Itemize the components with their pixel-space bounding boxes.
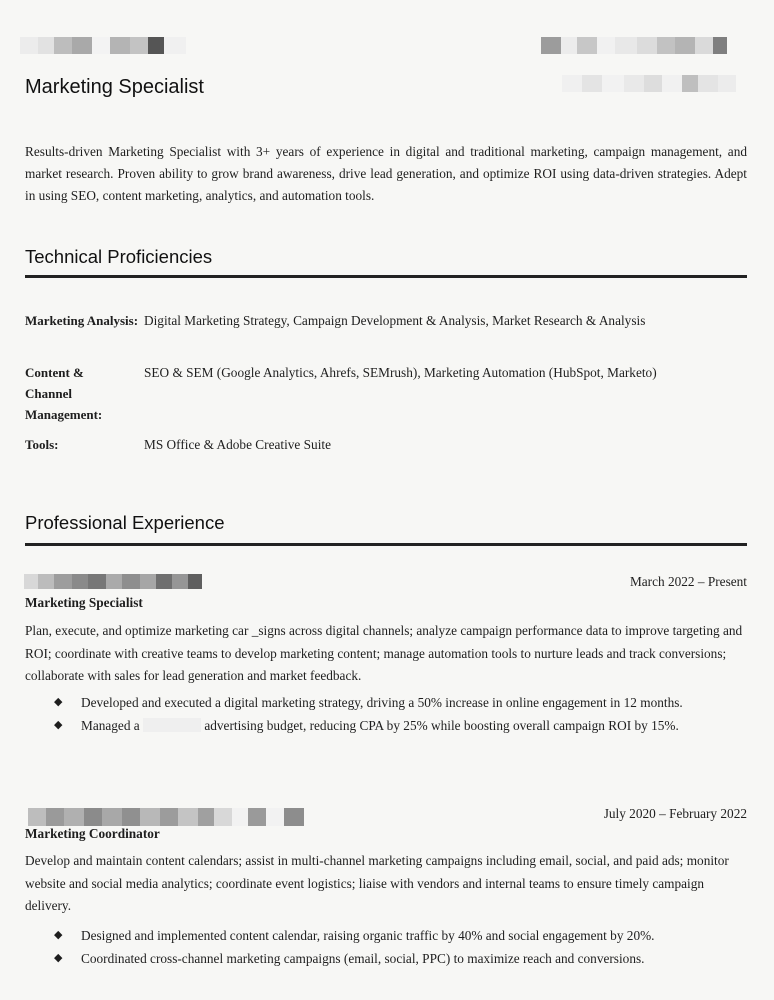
achievement-item — [50, 715, 735, 737]
redacted-contact-block — [541, 37, 727, 54]
bullet-diamond-icon: ◆ — [54, 718, 63, 731]
bullet-diamond-icon: ◆ — [54, 951, 63, 964]
section-divider — [25, 275, 747, 278]
redacted-location-block — [562, 75, 736, 92]
skill-label-marketing-analysis: Marketing Analysis: — [25, 313, 139, 328]
job-achievements-list — [50, 925, 735, 970]
skill-label-content-channel: Content & Channel Management: — [25, 365, 103, 422]
headline-title: Marketing Specialist — [25, 76, 204, 98]
job-description: Plan, execute, and optimize marketing car _signs across digital channels; analyze campaign performance data to improve targeting and ROI; coordinate with creative teams to develop marketing content; manage automation tools to nurture leads and track conversions; collaborate with sales for lead generation and market feedback. — [25, 623, 743, 683]
achievement-text-before: Managed a — [81, 717, 140, 733]
bullet-diamond-icon: ◆ — [54, 696, 63, 708]
achievement-item — [50, 948, 735, 970]
redacted-budget-amount — [143, 718, 201, 732]
job-achievements-list — [50, 692, 735, 737]
skill-label-tools: Tools: — [25, 437, 59, 452]
skill-value-marketing-analysis: Digital Marketing Strategy, Campaign Development & Analysis, Market Research & Analysis — [144, 313, 646, 328]
section-divider — [25, 543, 747, 546]
achievement-text: Developed and executed a digital marketing strategy, driving a 50% increase in online engagement in 12 months. — [81, 695, 683, 710]
achievement-text-after: advertising budget, reducing CPA by 25% while boosting overall campaign ROI by 15%. — [204, 717, 679, 733]
redacted-name-block — [20, 37, 186, 54]
redacted-company-block — [28, 808, 304, 826]
redacted-company-block — [24, 574, 202, 589]
job-role-title: Marketing Specialist — [25, 595, 143, 610]
job-description: Develop and maintain content calendars; assist in multi-channel marketing campaigns including email, social, and paid ads; monitor website and social media analytics; coordinate event logistics; liaise with vendors and internal teams to ensure timely campaign delivery. — [25, 853, 729, 913]
achievement-text: Designed and implemented content calendar, raising organic traffic by 40% and social engagement by 20%. — [81, 928, 655, 943]
section-heading-technical: Technical Proficiencies — [25, 246, 213, 267]
achievement-item — [50, 925, 735, 947]
achievement-text: Coordinated cross-channel marketing campaigns (email, social, PPC) to maximize reach and conversions. — [81, 950, 645, 966]
job-dates: July 2020 – February 2022 — [603, 806, 747, 821]
job-dates: March 2022 – Present — [629, 574, 747, 589]
bullet-diamond-icon: ◆ — [54, 929, 63, 941]
professional-summary: Results-driven Marketing Specialist with 3+ years of experience in digital and traditional marketing, campaign management, and market research. Proven ability to grow brand awareness, drive lead generation, and optimize ROI using data-driven strategies. Adept in using SEO, content marketing, analytics, and automation tools. — [25, 144, 747, 203]
skill-value-content-channel: SEO & SEM (Google Analytics, Ahrefs, SEMrush), Marketing Automation (HubSpot, Marketo) — [144, 365, 657, 380]
skill-value-tools: MS Office & Adobe Creative Suite — [144, 437, 331, 452]
job-role-title: Marketing Coordinator — [25, 826, 160, 841]
achievement-item — [50, 692, 735, 714]
section-heading-experience: Professional Experience — [25, 512, 225, 533]
